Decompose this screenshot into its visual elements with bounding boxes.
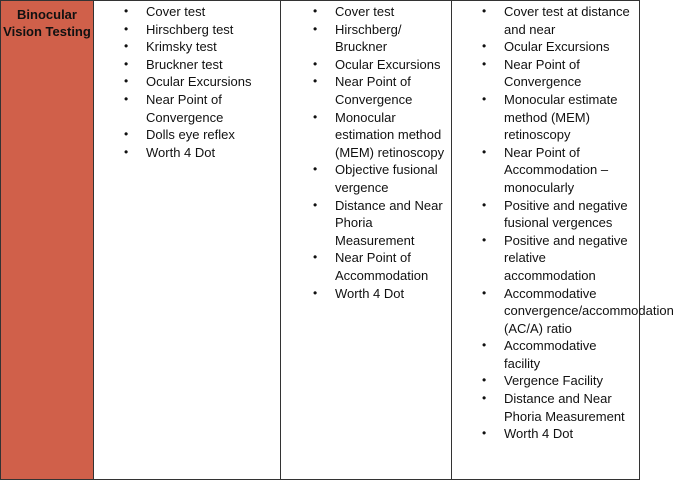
- bullet-icon: •: [482, 56, 487, 71]
- list-item-text: Objective fusional vergence: [335, 162, 438, 195]
- bullet-icon: •: [482, 144, 487, 159]
- list-item-text: Near Point of Accommodation: [335, 250, 429, 283]
- bullet-icon: •: [482, 39, 487, 54]
- bullet-icon: •: [124, 39, 129, 54]
- list-item: [452, 232, 635, 285]
- list-item-text: Dolls eye reflex: [146, 127, 235, 143]
- bullet-icon: •: [482, 426, 487, 441]
- list-item: [452, 337, 635, 372]
- bullet-icon: •: [482, 232, 487, 247]
- list-item-text: Ocular Excursions: [146, 74, 252, 90]
- list-item: [281, 161, 447, 196]
- list-item: [452, 197, 635, 232]
- list-item-text: Near Point of Convergence: [504, 56, 582, 90]
- list-item: [281, 3, 447, 21]
- list-item-text: Positive and negative fusional vergences: [504, 197, 628, 231]
- list-item-text: Accommodative facility: [504, 338, 597, 371]
- column-1-cell: [94, 1, 281, 480]
- list-item-text: Krimsky test: [146, 39, 217, 55]
- list-item-text: Cover test: [335, 4, 395, 19]
- list-item-text: Bruckner test: [146, 56, 223, 72]
- list-item-text: Hirschberg test: [146, 21, 234, 37]
- list-item-text: Accommodative convergence/accommodation (AC/A) ratio: [504, 285, 674, 336]
- bullet-icon: •: [313, 162, 318, 177]
- row-label-cell: [1, 1, 94, 480]
- list-item: [452, 56, 635, 91]
- list-item-text: Distance and Near Phoria Measurement: [335, 197, 443, 248]
- list-item-text: Cover test: [146, 4, 206, 19]
- bullet-icon: •: [313, 56, 318, 71]
- list-item-text: Positive and negative relative accommodation: [504, 232, 628, 283]
- list-item-text: Vergence Facility: [504, 373, 603, 389]
- list-item: [281, 197, 447, 250]
- list-item-text: Monocular estimation method (MEM) retinoscopy: [335, 109, 445, 160]
- list-item: [452, 390, 635, 425]
- list-item: [281, 109, 447, 162]
- bullet-icon: •: [124, 56, 129, 71]
- list-item: [94, 91, 276, 126]
- bullet-icon: •: [124, 74, 129, 89]
- column-3-cell: [452, 1, 674, 480]
- column-2-list: [281, 1, 451, 302]
- list-item: [452, 372, 635, 390]
- bullet-icon: •: [313, 21, 318, 36]
- list-item-text: Near Point of Convergence: [146, 91, 224, 125]
- bullet-icon: •: [482, 197, 487, 212]
- bullet-icon: •: [313, 285, 318, 300]
- bullet-icon: •: [482, 338, 487, 353]
- bullet-icon: •: [482, 285, 487, 300]
- list-item-text: Worth 4 Dot: [335, 285, 405, 301]
- column-1-list: [94, 1, 280, 161]
- list-item-text: Monocular estimate method (MEM) retinoscopy: [504, 91, 618, 143]
- list-item-text: Distance and Near Phoria Measurement: [504, 391, 625, 424]
- list-item-text: Near Point of Convergence: [335, 74, 413, 107]
- bullet-icon: •: [313, 250, 318, 265]
- list-item-text: Worth 4 Dot: [146, 144, 216, 160]
- bullet-icon: •: [313, 74, 318, 89]
- list-item-text: Ocular Excursions: [504, 39, 610, 55]
- list-item-text: Worth 4 Dot: [504, 426, 574, 442]
- column-3-list: [452, 1, 674, 443]
- list-item: [452, 38, 635, 56]
- bullet-icon: •: [313, 4, 318, 18]
- bullet-icon: •: [124, 4, 129, 18]
- list-item: [452, 144, 635, 197]
- bullet-icon: •: [124, 21, 129, 36]
- list-item: [94, 38, 276, 56]
- list-item: [94, 3, 276, 21]
- bullet-icon: •: [124, 91, 129, 106]
- bullet-icon: •: [482, 391, 487, 406]
- list-item: [281, 249, 447, 284]
- bullet-icon: •: [482, 4, 487, 18]
- list-item-text: Cover test at distance and near: [504, 4, 630, 37]
- column-2-cell: [281, 1, 452, 480]
- list-item: [452, 91, 635, 144]
- list-item: [452, 3, 635, 38]
- list-item-text: Hirschberg/ Bruckner: [335, 21, 402, 55]
- list-item: [452, 285, 674, 338]
- bullet-icon: •: [124, 144, 129, 159]
- list-item: [94, 126, 276, 144]
- list-item: [94, 73, 276, 91]
- bullet-icon: •: [482, 373, 487, 388]
- list-item: [94, 144, 276, 162]
- row-label: Binocular Vision Testing: [3, 7, 91, 39]
- list-item-text: Near Point of Accommodation – monocularly: [504, 144, 609, 195]
- bullet-icon: •: [313, 197, 318, 212]
- list-item-text: Ocular Excursions: [335, 56, 441, 72]
- list-item: [452, 425, 635, 443]
- list-item: [94, 56, 276, 74]
- list-item: [94, 21, 276, 39]
- bullet-icon: •: [482, 91, 487, 106]
- list-item: [281, 73, 447, 108]
- list-item: [281, 21, 447, 56]
- list-item: [281, 56, 447, 74]
- bullet-icon: •: [124, 127, 129, 142]
- bullet-icon: •: [313, 109, 318, 124]
- table-row: [1, 1, 640, 480]
- list-item: [281, 285, 447, 303]
